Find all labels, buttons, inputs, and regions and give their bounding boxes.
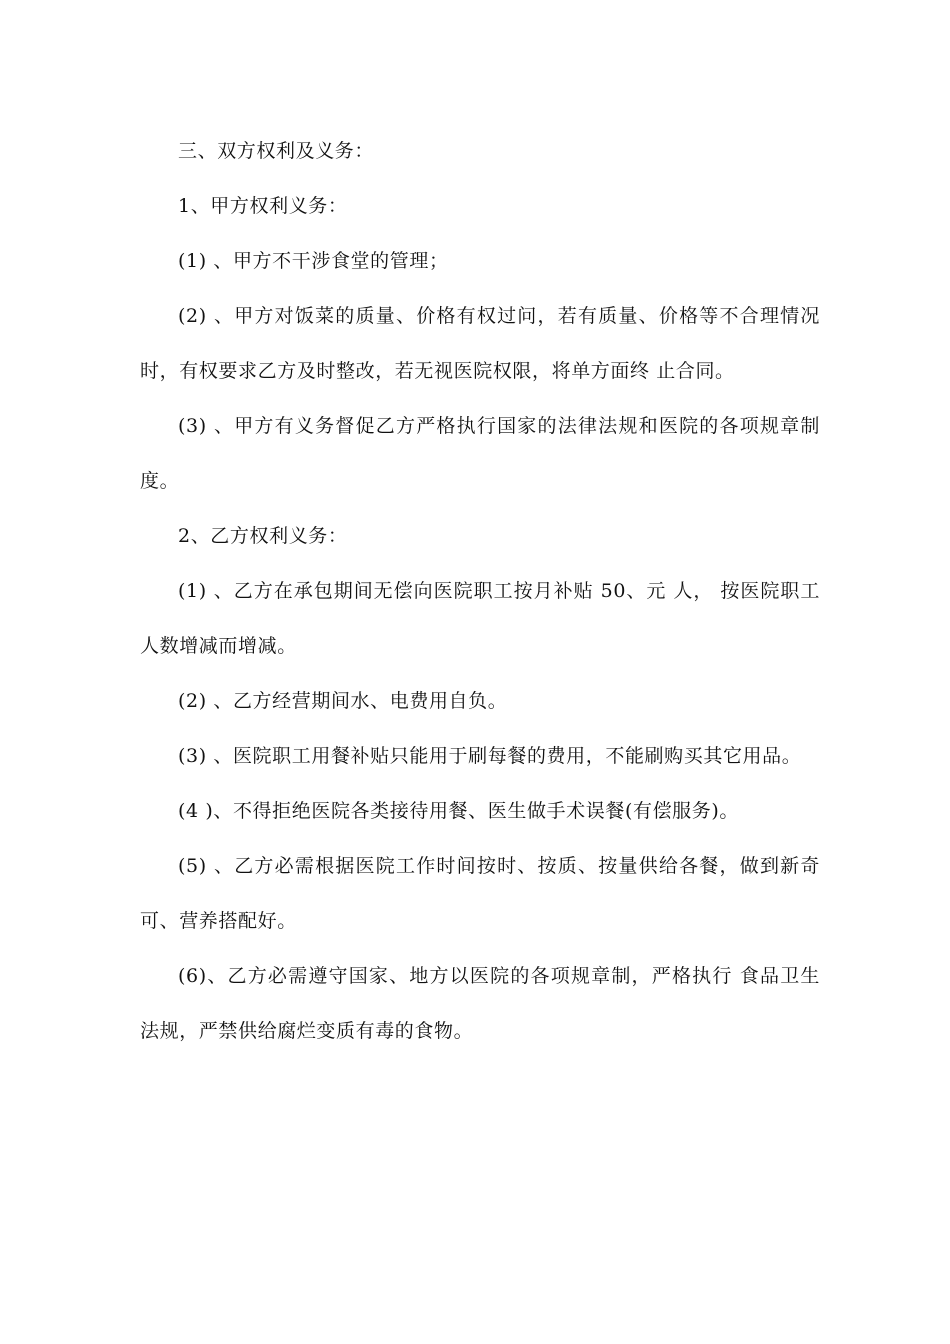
party-a-item-1: (1) 、甲方不干涉食堂的管理； [178,250,449,272]
party-b-item-2: (2) 、乙方经营期间水、电费用自负。 [178,690,508,712]
party-b-item-5: (5) 、乙方必需根据医院工作时间按时、按质、按量供给各餐，做到新奇可、营养搭配好。 [140,855,820,932]
party-a-heading: 1、甲方权利义务： [178,195,348,217]
party-b-heading: 2、乙方权利义务： [178,525,348,547]
party-a-item-2: (2) 、甲方对饭菜的质量、价格有权过问，若有质量、价格等不合理情况时，有权要求乙方及时整改，若无视医院权限，将单方面终 止合同。 [140,305,820,382]
party-a-item-3: (3) 、甲方有义务督促乙方严格执行国家的法律法规和医院的各项规章制度。 [140,415,820,492]
party-b-item-1: (1) 、乙方在承包期间无偿向医院职工按月补贴 50、元 人， 按医院职工人数增减而增减。 [140,580,820,657]
party-b-item-3: (3) 、医院职工用餐补贴只能用于刷每餐的费用，不能刷购买其它用品。 [178,745,802,767]
document-body [140,124,820,1059]
party-b-item-6: (6)、乙方必需遵守国家、地方以医院的各项规章制，严格执行 食品卫生法规，严禁供给腐烂变质有毒的食物。 [140,965,820,1042]
section-heading-rights-obligations: 三、双方权利及义务： [178,140,375,162]
party-b-item-4: (4 )、不得拒绝医院各类接待用餐、医生做手术误餐(有偿服务)。 [178,800,739,822]
